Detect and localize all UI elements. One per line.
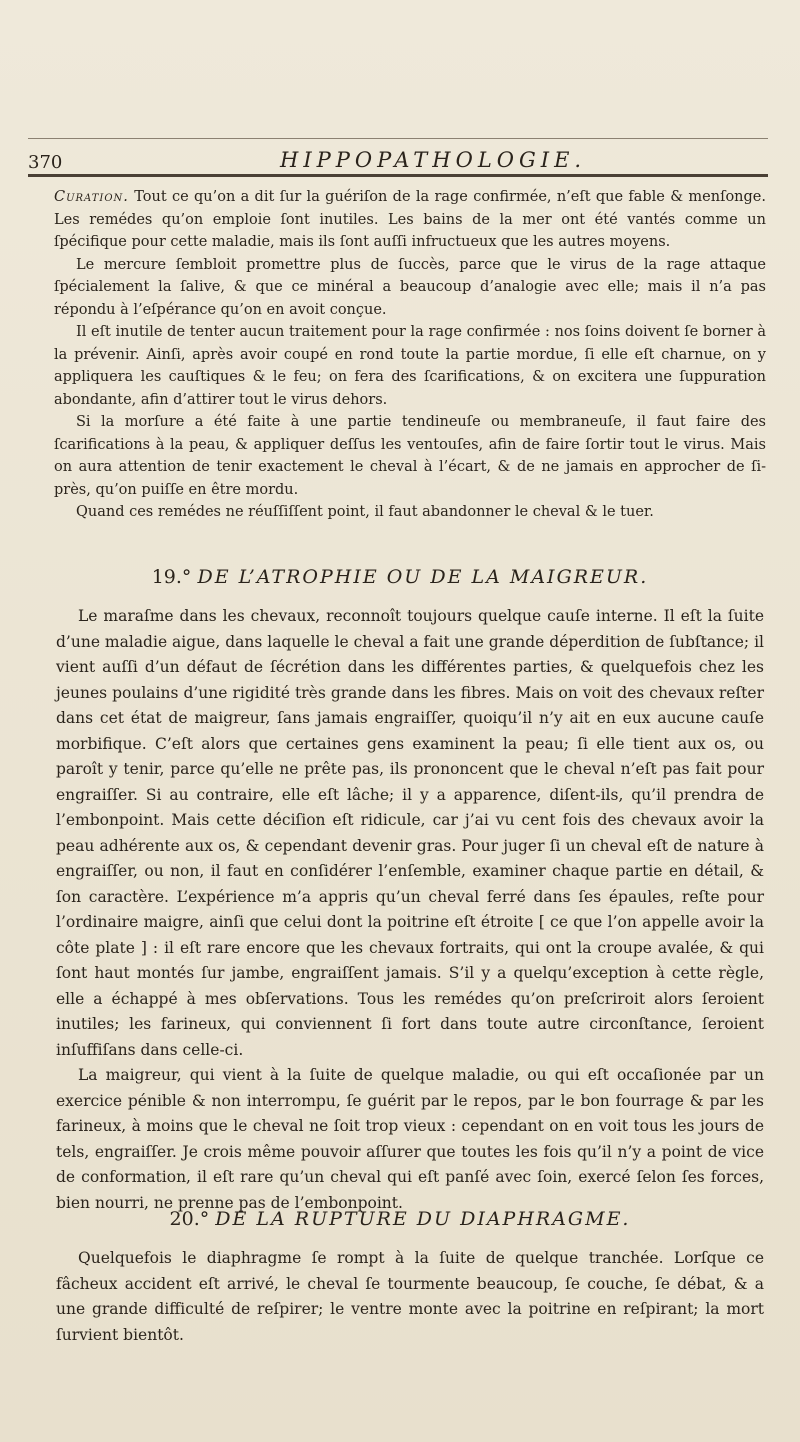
diaphragme-section bbox=[56, 1246, 764, 1348]
body-paragraph: Le maraſme dans les chevaux, reconnoît toujours quelque cauſe interne. Il eſt la ſuite d’une maladie aigue, dans laquelle le cheval a fait une grande déperdition de ſubſtance; il vient auſſi d’un défaut de ſécrétion dans les différentes parties, & quelquefois chez les jeunes poulains d’une rigidité très grande dans les fibres. Mais on voit des chevaux reſter dans cet état de maigreur, ſans jamais engraiſſer, quoiqu’il n’y ait en eux aucune cauſe morbifique. C’eſt alors que certaines gens examinent la peau; ſi elle tient aux os, ou paroît y tenir, parce qu’elle ne prête pas, ils prononcent que le cheval n’eſt pas fait pour engraiſſer. Si au contraire, elle eſt lâche; il y a apparence, diſent-ils, qu’il prendra de l’embonpoint. Mais cette déciſion eſt ridicule, car j’ai vu cent fois des chevaux avoir la peau adhérente aux os, & cependant devenir gras. Pour juger ſi un cheval eſt de nature à engraiſſer, ou non, il faut en conſidérer l’enſemble, examiner chaque partie en détail, & ſon caractère. L’expérience m’a appris qu’un cheval ferré dans ſes épaules, reſte pour l’ordinaire maigre, ainſi que celui dont la poitrine eſt étroite [ ce que l’on appelle avoir la côte plate ] : il eſt rare encore que les chevaux fortraits, qui ont la croupe avalée, & qui ſont haut montés ſur jambe, engraiſſent jamais. S’il y a quelqu’exception à cette règle, elle a échappé à mes obſervations. Tous les remédes qu’on preſcriroit alors ſeroient inutiles; les farineux, qui conviennent ſi fort dans toute autre circonſtance, ſeroient inſuffiſans dans celle-ci. bbox=[56, 607, 764, 1059]
top-rule bbox=[28, 138, 768, 139]
header-rule bbox=[28, 174, 768, 177]
curation-paragraph: Curation. Tout ce qu’on a dit ſur la guériſon de la rage confirmée, n’eſt que fable & menſonge. Les remédes qu’on emploie ſont inutiles. Les bains de la mer ont été vantés comme un ſpécifique pour cette maladie, mais ils ſont auſſi infructueux que les autres moyens. bbox=[54, 189, 766, 250]
section-heading-20 bbox=[0, 1208, 800, 1230]
section-number: 20.° bbox=[169, 1208, 210, 1230]
section-number: 19.° bbox=[151, 566, 192, 588]
curation-label: Curation. bbox=[54, 189, 129, 205]
page-number: 370 bbox=[28, 152, 63, 173]
section-title: DE LA RUPTURE DU DIAPHRAGME. bbox=[215, 1208, 631, 1230]
curation-paragraph: Quand ces remédes ne réuſſiſſent point, il faut abandonner le cheval & le tuer. bbox=[76, 504, 654, 520]
curation-section bbox=[54, 186, 766, 524]
section-title: DE L’ATROPHIE OU DE LA MAIGREUR. bbox=[197, 566, 649, 588]
body-paragraph: Quelquefois le diaphragme ſe rompt à la ſuite de quelque tranchée. Lorſque ce fâcheux accident eſt arrivé, le cheval ſe tourmente beaucoup, ſe couche, ſe débat, & a une grande difficulté de reſpirer; le ventre monte avec la poitrine en reſpirant; la mort ſurvient bientôt. bbox=[56, 1249, 764, 1344]
curation-paragraph: Si la morſure a été faite à une partie tendineuſe ou membraneuſe, il faut faire des ſcarifications à la peau, & appliquer deſſus les ventouſes, afin de faire ſortir tout le virus. Mais on aura attention de tenir exactement le cheval à l’écart, & de ne jamais en approcher de ſi-près, qu’on puiſſe en être mordu. bbox=[54, 414, 766, 498]
body-paragraph: La maigreur, qui vient à la ſuite de quelque maladie, ou qui eſt occaſionée par un exercice pénible & non interrompu, ſe guérit par le repos, par le bon fourrage & par les farineux, à moins que le cheval ne ſoit trop vieux : cependant on en voit tous les jours de tels, engraiſſer. Je crois même pouvoir aſſurer que toutes les fois qu’il n’y a point de vice de conformation, il eſt rare qu’un cheval qui eſt panſé avec ſoin, exercé ſelon ſes forces, bien nourri, ne prenne pas de l’embonpoint. bbox=[56, 1066, 764, 1212]
atrophie-section bbox=[56, 604, 764, 1216]
curation-paragraph: Il eſt inutile de tenter aucun traitement pour la rage confirmée : nos ſoins doivent ſe borner à la prévenir. Ainſi, après avoir coupé en rond toute la partie mordue, ſi elle eſt charnue, on y appliquera les cauſtiques & le feu; on fera des ſcarifications, & on excitera une ſuppuration abondante, afin d’attirer tout le virus dehors. bbox=[54, 324, 766, 408]
curation-paragraph: Le mercure ſembloit promettre plus de ſuccès, parce que le virus de la rage attaque ſpécialement la ſalive, & que ce minéral a beaucoup d’analogie avec elle; mais il n’a pas répondu à l’eſpérance qu’on en avoit conçue. bbox=[54, 256, 766, 318]
running-title: HIPPOPATHOLOGIE. bbox=[280, 148, 587, 172]
section-heading-19 bbox=[0, 566, 800, 588]
